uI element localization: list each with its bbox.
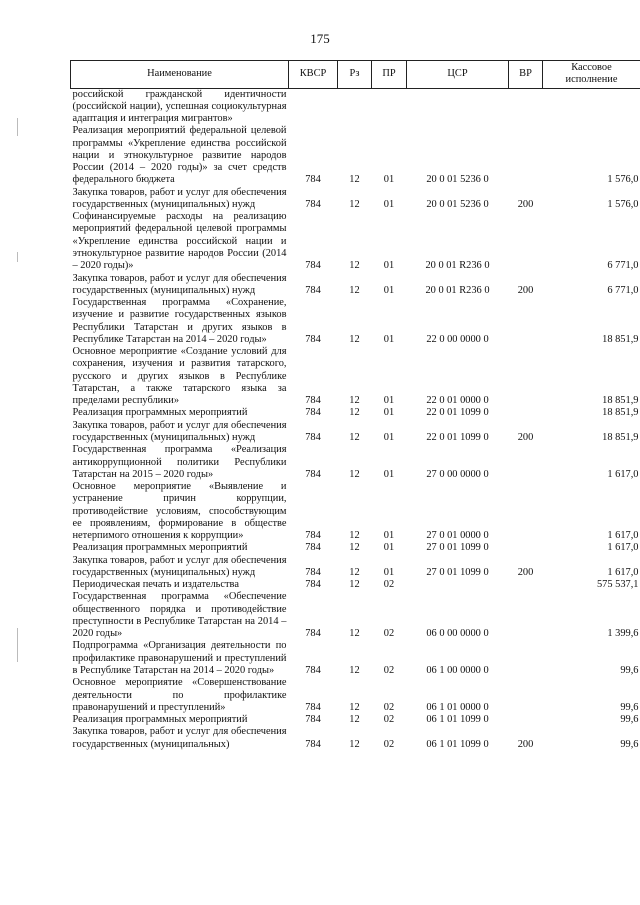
- row-name-cell: Государственная программа «Обеспечение общественного порядка и противодействие преступности в Республике Татарстан на 2014 – 2020 годы»: [72, 591, 287, 640]
- table-row: [71, 187, 640, 212]
- csr-cell: 22 0 00 0000 0: [426, 333, 489, 345]
- kvsr-cell: 784: [305, 714, 321, 726]
- vr-cell: 200: [517, 431, 534, 443]
- csr-cell: 06 1 01 1099 0: [426, 714, 489, 726]
- header-pr: ПР: [372, 61, 407, 89]
- vr-cell: [509, 444, 543, 481]
- kvsr-cell: 784: [305, 530, 321, 542]
- csr-cell: 06 1 01 0000 0: [426, 701, 489, 713]
- vr-cell: [509, 125, 543, 186]
- row-name-cell: Закупка товаров, работ и услуг для обеспечения государственных (муниципальных) нужд: [72, 419, 287, 443]
- amount-cell: 575 537,1: [596, 579, 639, 591]
- pr-cell: 01: [383, 284, 395, 296]
- row-name-cell: Закупка товаров, работ и услуг для обеспечения государственных (муниципальных) нужд: [72, 186, 287, 210]
- header-name: Наименование: [71, 61, 289, 89]
- row-name-cell: Государственная программа «Сохранение, изучение и развитие государственных языков Республики Татарстан и других языков в Республике Татарстан на 2014 – 2020 годы»: [72, 297, 287, 345]
- table-row: [71, 714, 640, 726]
- vr-cell: [509, 211, 543, 272]
- pr-cell: 02: [383, 628, 395, 640]
- csr-cell: 20 0 01 R236 0: [425, 260, 490, 272]
- row-name-cell: Закупка товаров, работ и услуг для обеспечения государственных (муниципальных) нужд: [72, 272, 287, 296]
- amount-cell: 99,6: [620, 738, 639, 750]
- kvsr-cell: 784: [305, 542, 321, 554]
- pr-cell: 01: [383, 468, 395, 480]
- amount-cell: 18 851,9: [602, 395, 639, 407]
- vr-cell: 200: [517, 566, 534, 578]
- amount-cell: 1 576,0: [607, 174, 639, 186]
- csr-cell: 06 0 00 0000 0: [426, 628, 489, 640]
- csr-cell: 22 0 01 1099 0: [426, 407, 489, 419]
- kvsr-cell: 784: [305, 579, 321, 591]
- amount-cell: 99,6: [620, 714, 639, 726]
- rz-cell: 12: [349, 333, 360, 345]
- rz-cell: [338, 88, 372, 125]
- kvsr-cell: 784: [305, 174, 321, 186]
- kvsr-cell: 784: [305, 665, 321, 677]
- csr-cell: 06 1 01 1099 0: [426, 738, 489, 750]
- table-row: [71, 591, 640, 640]
- rz-cell: 12: [349, 468, 360, 480]
- table-row: [71, 407, 640, 419]
- table-row: [71, 542, 640, 554]
- csr-cell: 22 0 01 1099 0: [426, 431, 489, 443]
- amount-cell: 18 851,9: [602, 333, 639, 345]
- csr-cell: 06 1 00 0000 0: [426, 665, 489, 677]
- vr-cell: [509, 542, 543, 554]
- pr-cell: 01: [383, 407, 395, 419]
- table-row: [71, 125, 640, 186]
- amount-cell: 6 771,0: [607, 284, 639, 296]
- amount-cell: 1 576,0: [607, 198, 639, 210]
- pr-cell: 01: [383, 530, 395, 542]
- rz-cell: 12: [349, 714, 360, 726]
- table-row: [71, 481, 640, 542]
- vr-cell: [509, 591, 543, 640]
- row-name-cell: Реализация программных мероприятий: [72, 714, 248, 726]
- vr-cell: [509, 88, 543, 125]
- amount-cell: [543, 88, 640, 125]
- row-name-cell: Реализация мероприятий федеральной целевой программы «Укрепление единства российской нации и этнокультурное развитие народов России (2014 – 2020 годы)» за счет средств федерального бюджета: [72, 125, 287, 186]
- row-name-cell: Закупка товаров, работ и услуг для обеспечения государственных (муниципальных): [72, 726, 287, 750]
- vr-cell: 200: [517, 738, 534, 750]
- kvsr-cell: 784: [305, 333, 321, 345]
- pr-cell: 01: [383, 174, 395, 186]
- pr-cell: 01: [383, 431, 395, 443]
- csr-cell: 27 0 01 0000 0: [426, 530, 489, 542]
- kvsr-cell: 784: [305, 431, 321, 443]
- rz-cell: 12: [349, 701, 360, 713]
- amount-cell: 99,6: [620, 701, 639, 713]
- vr-cell: [509, 714, 543, 726]
- csr-cell: 20 0 01 R236 0: [425, 284, 490, 296]
- amount-cell: 99,6: [620, 665, 639, 677]
- row-name-cell: Софинансируемые расходы на реализацию мероприятий федеральной целевой программы «Укрепление единства российской нации и этнокультурное развитие народов России (2014 – 2020 годы)»: [72, 211, 287, 272]
- pr-cell: 01: [383, 566, 395, 578]
- kvsr-cell: 784: [305, 284, 321, 296]
- rz-cell: 12: [349, 260, 360, 272]
- rz-cell: 12: [349, 174, 360, 186]
- vr-cell: [509, 579, 543, 591]
- header-amount: Кассовое исполнение: [543, 61, 640, 89]
- vr-cell: [509, 407, 543, 419]
- rz-cell: 12: [349, 284, 360, 296]
- row-name-cell: Основное мероприятие «Создание условий для сохранения, изучения и развития татарского, русского и других языков в Республике Татарстан, а также татарского языка за пределами республики»: [72, 346, 287, 407]
- table-row: [71, 211, 640, 272]
- table-row: [71, 555, 640, 580]
- pr-cell: 02: [383, 579, 395, 591]
- csr-cell: 22 0 01 0000 0: [426, 395, 489, 407]
- row-name-cell: Основное мероприятие «Выявление и устранение причин коррупции, противодействие условиям, способствующим ее проявлениям, формирование в обществе нетерпимого отношения к коррупции»: [72, 481, 287, 542]
- rz-cell: 12: [349, 579, 360, 591]
- rz-cell: 12: [349, 542, 360, 554]
- vr-cell: 200: [517, 284, 534, 296]
- header-csr: ЦСР: [407, 61, 509, 89]
- rz-cell: 12: [349, 407, 360, 419]
- kvsr-cell: 784: [305, 407, 321, 419]
- row-name-cell: российской гражданской идентичности (российской нации), успешная социокультурная адаптация и интеграция мигрантов»: [72, 88, 287, 125]
- kvsr-cell: 784: [305, 701, 321, 713]
- amount-cell: 1 617,0: [607, 542, 639, 554]
- csr-cell: 27 0 01 1099 0: [426, 566, 489, 578]
- header-vr: ВР: [509, 61, 543, 89]
- amount-cell: 1 617,0: [607, 530, 639, 542]
- vr-cell: [509, 677, 543, 714]
- rz-cell: 12: [349, 738, 360, 750]
- csr-cell: 27 0 00 0000 0: [426, 468, 489, 480]
- header-kvsr: КВСР: [289, 61, 338, 89]
- vr-cell: [509, 481, 543, 542]
- amount-cell: 18 851,9: [602, 407, 639, 419]
- margin-mark: [17, 628, 18, 662]
- pr-cell: 01: [383, 542, 395, 554]
- table-row: [71, 677, 640, 714]
- kvsr-cell: 784: [305, 260, 321, 272]
- csr-cell: 20 0 01 5236 0: [426, 174, 489, 186]
- table-row: [71, 297, 640, 346]
- row-name-cell: Закупка товаров, работ и услуг для обеспечения государственных (муниципальных) нужд: [72, 554, 287, 578]
- pr-cell: 01: [383, 260, 395, 272]
- csr-cell: [407, 88, 509, 125]
- header-rz: Рз: [338, 61, 372, 89]
- rz-cell: 12: [349, 395, 360, 407]
- kvsr-cell: [289, 88, 338, 125]
- rz-cell: 12: [349, 530, 360, 542]
- table-row: [71, 444, 640, 481]
- kvsr-cell: 784: [305, 198, 321, 210]
- amount-cell: 18 851,9: [602, 431, 639, 443]
- table-header-row: [71, 61, 640, 89]
- pr-cell: 02: [383, 714, 395, 726]
- row-name-cell: Периодическая печать и издательства: [72, 579, 239, 591]
- vr-cell: [509, 346, 543, 407]
- kvsr-cell: 784: [305, 566, 321, 578]
- amount-cell: 1 617,0: [607, 468, 639, 480]
- pr-cell: [372, 88, 407, 125]
- vr-cell: 200: [517, 198, 534, 210]
- rz-cell: 12: [349, 198, 360, 210]
- pr-cell: 01: [383, 333, 395, 345]
- page-number: 175: [310, 31, 330, 46]
- kvsr-cell: 784: [305, 628, 321, 640]
- amount-cell: 1 617,0: [607, 566, 639, 578]
- pr-cell: 02: [383, 665, 395, 677]
- row-name-cell: Основное мероприятие «Совершенствование деятельности по профилактике правонарушений и преступлений»: [72, 677, 287, 713]
- row-name-cell: Реализация программных мероприятий: [72, 407, 248, 419]
- vr-cell: [509, 297, 543, 346]
- margin-mark: [17, 252, 18, 262]
- pr-cell: 02: [383, 738, 395, 750]
- table-row: [71, 346, 640, 407]
- kvsr-cell: 784: [305, 395, 321, 407]
- pr-cell: 01: [383, 198, 395, 210]
- table-body: [71, 88, 640, 751]
- amount-cell: 1 399,6: [607, 628, 639, 640]
- pr-cell: 02: [383, 701, 395, 713]
- kvsr-cell: 784: [305, 468, 321, 480]
- table-row: [71, 273, 640, 298]
- csr-cell: [407, 579, 509, 591]
- rz-cell: 12: [349, 431, 360, 443]
- amount-cell: 6 771,0: [607, 260, 639, 272]
- rz-cell: 12: [349, 628, 360, 640]
- pr-cell: 01: [383, 395, 395, 407]
- vr-cell: [509, 640, 543, 677]
- row-name-cell: Подпрограмма «Организация деятельности по профилактике правонарушений и преступлений в Республике Татарстан на 2014 – 2020 годы»: [72, 640, 287, 677]
- row-name-cell: Реализация программных мероприятий: [72, 542, 248, 554]
- row-name-cell: Государственная программа «Реализация антикоррупционной политики Республики Татарстан на 2015 – 2020 годы»: [72, 444, 287, 480]
- csr-cell: 20 0 01 5236 0: [426, 198, 489, 210]
- kvsr-cell: 784: [305, 738, 321, 750]
- table-row: [71, 640, 640, 677]
- csr-cell: 27 0 01 1099 0: [426, 542, 489, 554]
- table-row: [71, 88, 640, 125]
- table-row: [71, 726, 640, 751]
- rz-cell: 12: [349, 665, 360, 677]
- budget-table: [70, 60, 640, 751]
- rz-cell: 12: [349, 566, 360, 578]
- margin-mark: [17, 118, 18, 136]
- table-row: [71, 579, 640, 591]
- table-row: [71, 420, 640, 445]
